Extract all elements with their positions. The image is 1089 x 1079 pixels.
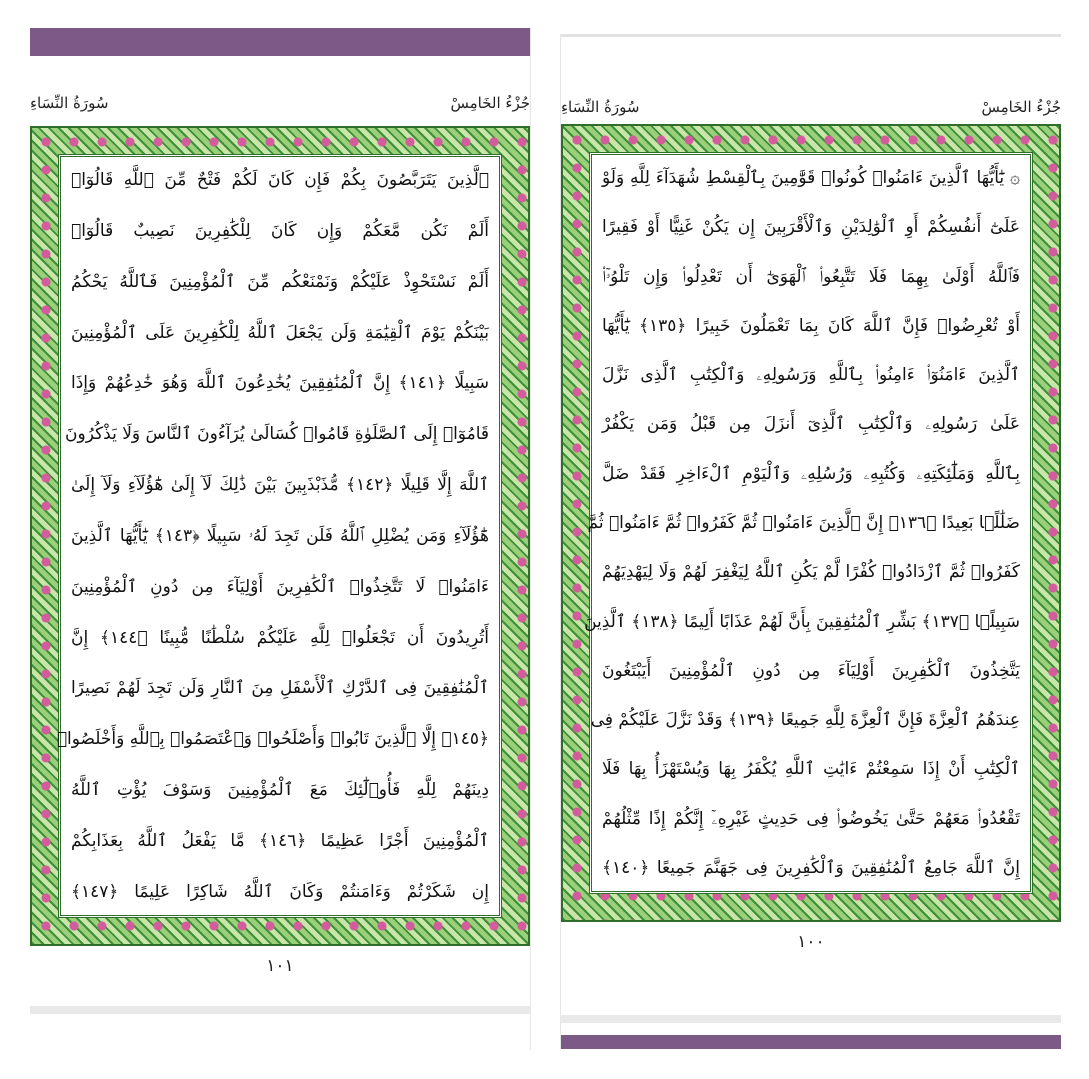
- verse-line: عِندَهُمُ ٱلْعِزَّةَ فَإِنَّ ٱلْعِزَّةَ لِلَّهِ جَمِيعًا ﴿١٣٩﴾ وَقَدْ نَزَّلَ عَلَيْكُمْ فِى: [590, 710, 1020, 731]
- verse-line: أَوْ تُعْرِضُوا۟ فَإِنَّ ٱللَّهَ كَانَ بِمَا تَعْمَلُونَ خَبِيرًا ﴿١٣٥﴾ يَٰٓأَيُّهَا: [602, 315, 1020, 336]
- verse-line: ٱلَّذِينَ ءَامَنُوٓا۟ ءَامِنُوا۟ بِٱللَّهِ وَرَسُولِهِۦ وَٱلْكِتَٰبِ ٱلَّذِى نَزَّلَ: [602, 365, 1020, 386]
- bottom-bar: [561, 1035, 1061, 1049]
- verse-line: أَلَمْ نَكُن مَّعَكُمْ وَإِن كَانَ لِلْكَٰفِرِينَ نَصِيبٌ قَالُوٓا۟: [71, 220, 489, 241]
- verse-line: ٱلَّذِينَ يَتَرَبَّصُونَ بِكُمْ فَإِن كَانَ لَكُمْ فَتْحٌ مِّنَ ٱللَّهِ قَالُوٓا۟: [71, 170, 489, 190]
- verse-line: كَفَرُوا۟ ثُمَّ ٱزْدَادُوا۟ كُفْرًا لَّمْ يَكُنِ ٱللَّهُ لِيَغْفِرَ لَهُمْ وَلَا لِيَهْدِيَهُمْ: [602, 562, 1020, 583]
- verse-line: ٱلْمُنَٰفِقِينَ فِى ٱلدَّرْكِ ٱلْأَسْفَلِ مِنَ ٱلنَّارِ وَلَن تَجِدَ لَهُمْ نَصِيرًا: [71, 678, 489, 699]
- left-page: [30, 28, 531, 1050]
- verse-line: عَلَىٰٓ أَنفُسِكُمْ أَوِ ٱلْوَٰلِدَيْنِ وَٱلْأَقْرَبِينَ إِن يَكُنْ غَنِيًّا أَوْ فَقِيرًا: [602, 217, 1020, 238]
- verse-line: ضَلَٰلًۢا بَعِيدًا ﴿١٣٦﴾ إِنَّ ٱلَّذِينَ ءَامَنُوا۟ ثُمَّ كَفَرُوا۟ ثُمَّ ءَامَنُوا۟ ثُمَّ: [587, 512, 1020, 533]
- verse-line: سَبِيلًا ﴿١٤١﴾ إِنَّ ٱلْمُنَٰفِقِينَ يُخَٰدِعُونَ ٱللَّهَ وَهُوَ خَٰدِعُهُمْ وَإِذَا: [71, 373, 489, 394]
- text-area: [584, 152, 1033, 894]
- verse-line: إِن شَكَرْتُمْ وَءَامَنتُمْ وَكَانَ ٱللَّهُ شَاكِرًا عَلِيمًا ﴿١٤٧﴾: [71, 881, 489, 902]
- verse-line: قَامُوٓا۟ إِلَى ٱلصَّلَوٰةِ قَامُوا۟ كُسَالَىٰ يُرَآءُونَ ٱلنَّاسَ وَلَا يَذْكُرُونَ: [65, 424, 489, 445]
- verse-line: سَبِيلًۢا ﴿١٣٧﴾ بَشِّرِ ٱلْمُنَٰفِقِينَ بِأَنَّ لَهُمْ عَذَابًا أَلِيمًا ﴿١٣٨﴾ ٱلَّذِينَ: [584, 611, 1020, 632]
- verse-line: بَيْنَكُمْ يَوْمَ ٱلْقِيَٰمَةِ وَلَن يَجْعَلَ ٱللَّهُ لِلْكَٰفِرِينَ عَلَى ٱلْمُؤْمِنِينَ: [71, 322, 489, 343]
- surah-label: سُورَةُ النِّسَاءِ: [561, 98, 640, 116]
- juz-label: جُزْءُ الخَامِسْ: [450, 94, 530, 112]
- verse-line: إِنَّ ٱللَّهَ جَامِعُ ٱلْمُنَٰفِقِينَ وَٱلْكَٰفِرِينَ فِى جَهَنَّمَ جَمِيعًا ﴿١٤٠﴾: [602, 857, 1020, 878]
- page-number: ١٠١: [266, 956, 294, 976]
- verse-line: ٱلْكِتَٰبِ أَنْ إِذَا سَمِعْتُمْ ءَايَٰتِ ٱللَّهِ يُكْفَرُ بِهَا وَيُسْتَهْزَأُ بِهَا فَلَا: [602, 759, 1020, 780]
- verse-lines: [56, 165, 489, 907]
- page-number: ١٠٠: [797, 932, 825, 952]
- juz-label: جُزْءُ الخَامِسْ: [981, 98, 1061, 116]
- verse-line: تَقْعُدُوا۟ مَعَهُمْ حَتَّىٰ يَخُوضُوا۟ فِى حَدِيثٍ غَيْرِهِۦٓ إِنَّكُمْ إِذًا مِّثْلُهُمْ: [602, 808, 1020, 829]
- verse-line: ٱلْمُؤْمِنِينَ أَجْرًا عَظِيمًا ﴿١٤٦﴾ مَّا يَفْعَلُ ٱللَّهُ بِعَذَابِكُمْ: [71, 830, 489, 851]
- divider: [30, 1006, 530, 1014]
- right-page: [560, 34, 1061, 1049]
- verse-line: فَٱللَّهُ أَوْلَىٰ بِهِمَا فَلَا تَتَّبِعُوا۟ ٱلْهَوَىٰٓ أَن تَعْدِلُوا۟ وَإِن تَلْوُۥٓا۟: [602, 266, 1020, 287]
- verse-line: أَلَمْ نَسْتَحْوِذْ عَلَيْكُمْ وَنَمْنَعْكُم مِّنَ ٱلْمُؤْمِنِينَ فَٱللَّهُ يَحْكُمُ: [71, 271, 489, 292]
- verse-line: أَتُرِيدُونَ أَن تَجْعَلُوا۟ لِلَّهِ عَلَيْكُمْ سُلْطَٰنًا مُّبِينًا ﴿١٤٤﴾ إِنَّ: [71, 627, 489, 648]
- page-header: [561, 98, 1061, 124]
- verse-line: ءَامَنُوا۟ لَا تَتَّخِذُوا۟ ٱلْكَٰفِرِينَ أَوْلِيَآءَ مِن دُونِ ٱلْمُؤْمِنِينَ: [71, 576, 489, 597]
- divider: [561, 1015, 1061, 1023]
- verse-line: هَٰٓؤُلَآءِ وَمَن يُضْلِلِ ٱللَّهُ فَلَن تَجِدَ لَهُۥ سَبِيلًا ﴿١٤٣﴾ يَٰٓأَيُّهَا ٱلَّذِينَ: [71, 525, 489, 546]
- verse-lines: [584, 163, 1020, 883]
- ornamental-frame: [561, 124, 1061, 922]
- surah-label: سُورَةُ النِّسَاءِ: [30, 94, 109, 112]
- ornamental-frame: [30, 126, 530, 946]
- verse-line: ﴿١٤٥﴾ إِلَّا ٱلَّذِينَ تَابُوا۟ وَأَصْلَحُوا۟ وَٱعْتَصَمُوا۟ بِٱللَّهِ وَأَخْلَصُوا۟: [56, 729, 489, 750]
- verse-line: دِينَهُمْ لِلَّهِ فَأُو۟لَٰٓئِكَ مَعَ ٱلْمُؤْمِنِينَ وَسَوْفَ يُؤْتِ ٱللَّهُ: [71, 780, 489, 801]
- text-area: [58, 154, 502, 918]
- top-bar: [30, 28, 530, 56]
- top-divider: [561, 34, 1061, 37]
- verse-line: يَتَّخِذُونَ ٱلْكَٰفِرِينَ أَوْلِيَآءَ مِن دُونِ ٱلْمُؤْمِنِينَ أَيَبْتَغُونَ: [602, 660, 1020, 681]
- verse-line: عَلَىٰ رَسُولِهِۦ وَٱلْكِتَٰبِ ٱلَّذِىٓ أَنزَلَ مِن قَبْلُ وَمَن يَكْفُرْ: [602, 414, 1020, 435]
- verse-line: بِٱللَّهِ وَمَلَٰٓئِكَتِهِۦ وَكُتُبِهِۦ وَرُسُلِهِۦ وَٱلْيَوْمِ ٱلْءَاخِرِ فَقَدْ ضَلَّ: [602, 463, 1020, 484]
- verse-line: ٱللَّهَ إِلَّا قَلِيلًا ﴿١٤٢﴾ مُّذَبْذَبِينَ بَيْنَ ذَٰلِكَ لَآ إِلَىٰ هَٰٓؤُلَآءِ وَلَآ إِلَىٰ: [71, 475, 489, 496]
- verse-line: ۞ يَٰٓأَيُّهَا ٱلَّذِينَ ءَامَنُوا۟ كُونُوا۟ قَوَّٰمِينَ بِٱلْقِسْطِ شُهَدَآءَ لِلَّهِ وَلَوْ: [602, 168, 1020, 188]
- page-header: [30, 94, 530, 120]
